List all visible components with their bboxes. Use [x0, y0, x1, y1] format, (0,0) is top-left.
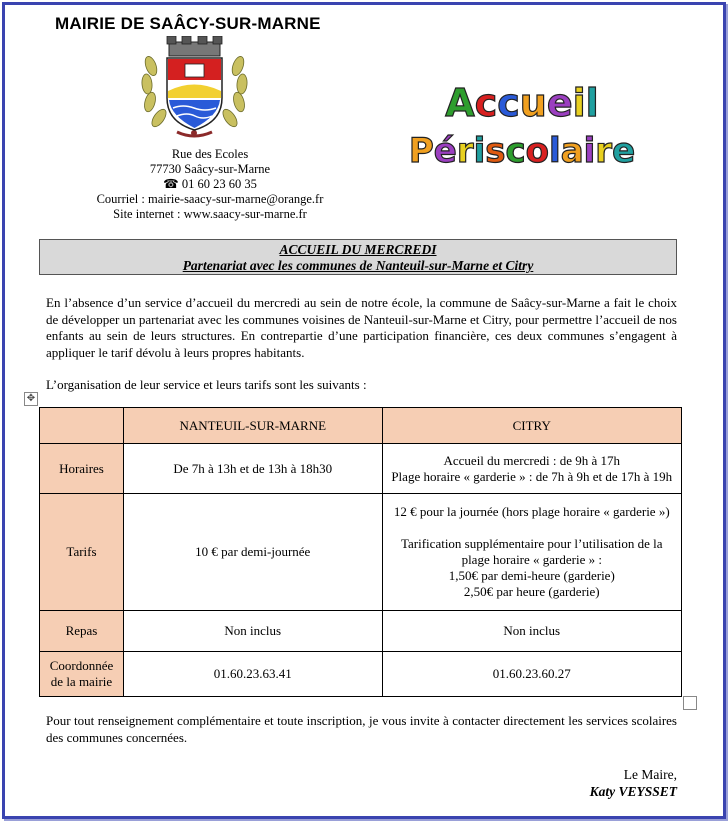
citry-horaires [382, 444, 681, 494]
signature-block [590, 766, 677, 800]
tariff-table [39, 407, 682, 697]
organisation-line: L’organisation de leur service et leurs tarifs sont les suivants : [46, 377, 367, 392]
closing-paragraph: Pour tout renseignement complémentaire et toute inscription, je vous invite à contacter directement les services scolaires des communes concernées. [46, 713, 677, 745]
logo-word-accueil: Accueil [445, 81, 599, 125]
table-row-coordonnee [40, 652, 682, 697]
row-label-coordonnee-l1: Coordonnée [49, 658, 114, 673]
website-line: Site internet : www.saacy-sur-marne.fr [113, 207, 307, 221]
row-label-coordonnee-l2: de la mairie [50, 674, 113, 689]
coat-of-arms-logo [137, 36, 252, 144]
row-label-horaires: Horaires [40, 444, 124, 494]
table-move-handle[interactable]: ✥ [24, 392, 38, 406]
table-row-horaires [40, 444, 682, 494]
table-resize-handle[interactable] [683, 696, 697, 710]
accueil-periscolaire-logo [385, 76, 660, 176]
signature-name: Katy VEYSSET [589, 784, 677, 799]
phone-number: 01 60 23 60 35 [181, 177, 257, 191]
header-citry: CITRY [382, 408, 681, 444]
title-sub: Partenariat avec les communes de Nanteuil-sur-Marne et Citry [182, 258, 534, 273]
citry-tarif-journee: 12 € pour la journée (hors plage horaire « garderie ») [393, 504, 670, 519]
address-street: Rue des Ecoles [171, 147, 249, 161]
logo-word-periscolaire: Périscolaire [408, 131, 636, 171]
table-row-tarifs [40, 494, 682, 611]
org-name: MAIRIE DE SAÂCY-SUR-MARNE [55, 14, 321, 33]
row-label-repas: Repas [40, 611, 124, 652]
nanteuil-horaires: De 7h à 13h et de 13h à 18h30 [123, 444, 382, 494]
row-label-tarifs: Tarifs [40, 494, 124, 611]
citry-tarif-demi-heure: 1,50€ par demi-heure (garderie) [448, 568, 615, 583]
nanteuil-repas: Non inclus [123, 611, 382, 652]
nanteuil-phone: 01.60.23.63.41 [123, 652, 382, 697]
intro-paragraph: En l’absence d’un service d’accueil du mercredi au sein de notre école, la commune de Saâcy-sur-Marne a fait le choix de développer un partenariat avec les communes voisines de Nanteuil-sur-Marne et Citry, pour permettre l’accueil de nos enfants au sein de leurs structures. En contrepartie d’une participation financière, ces deux communes s’engagent à appliquer le tarif dévolu à leurs propres habitants. [46, 295, 677, 360]
nanteuil-tarifs: 10 € par demi-journée [123, 494, 382, 611]
table-header-row [40, 408, 682, 444]
title-banner [39, 239, 677, 275]
email-line: Courriel : mairie-saacy-sur-marne@orange.fr [96, 192, 324, 206]
header-empty-cell [40, 408, 124, 444]
phone-icon: ☎ [163, 177, 182, 191]
address-city: 77730 Saâcy-sur-Marne [149, 162, 271, 176]
citry-repas: Non inclus [382, 611, 681, 652]
citry-horaires-garderie: Plage horaire « garderie » : de 7h à 9h et de 17h à 19h [391, 468, 673, 484]
header-nanteuil: NANTEUIL-SUR-MARNE [123, 408, 382, 444]
citry-tarif-supplement: Tarification supplémentaire pour l’utilisation de la plage horaire « garderie » : [400, 536, 663, 567]
address-block [60, 147, 360, 222]
citry-tarifs [382, 494, 681, 611]
phone-line [60, 177, 360, 192]
citry-horaires-accueil: Accueil du mercredi : de 9h à 17h [443, 452, 621, 468]
row-label-coordonnee [40, 652, 124, 697]
signature-role: Le Maire, [623, 767, 677, 782]
citry-phone: 01.60.23.60.27 [382, 652, 681, 697]
citry-tarif-heure: 2,50€ par heure (garderie) [463, 584, 600, 599]
table-row-repas [40, 611, 682, 652]
title-main: ACCUEIL DU MERCREDI [279, 242, 437, 257]
